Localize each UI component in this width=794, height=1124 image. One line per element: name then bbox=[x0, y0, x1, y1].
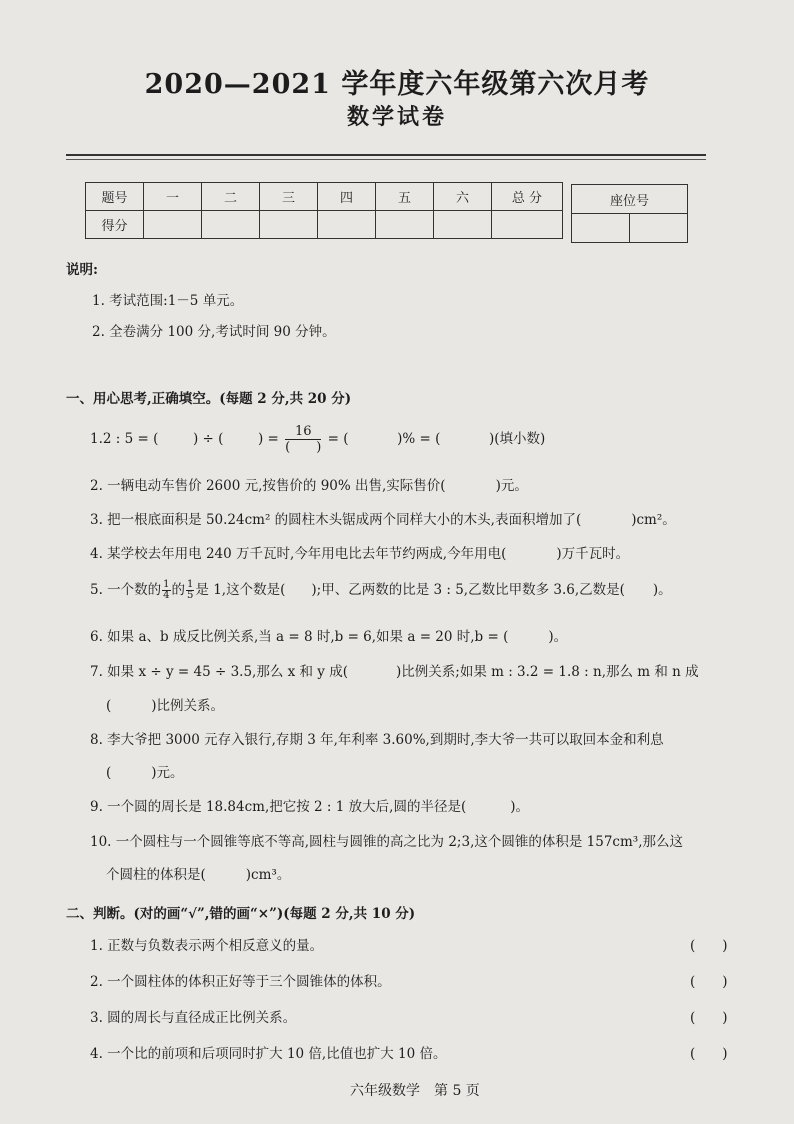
question-9 bbox=[90, 795, 529, 815]
q6-part: 6. 如果 a、b 成反比例关系,当 a = 8 时,b = 6,如果 a = 20 时,b = ( bbox=[90, 629, 509, 645]
score-cell bbox=[492, 211, 563, 239]
exam-title: 2020—2021 学年度六年级第六次月考 bbox=[144, 69, 650, 100]
score-cell bbox=[260, 211, 318, 239]
question-7 bbox=[90, 660, 699, 680]
q1-fraction bbox=[285, 424, 321, 455]
question-4 bbox=[90, 542, 629, 562]
score-cell bbox=[144, 211, 202, 239]
score-header-cell: 六 bbox=[434, 183, 492, 211]
notes-heading: 说明: bbox=[66, 262, 98, 278]
fraction-numerator: 16 bbox=[285, 424, 321, 440]
score-header-cell: 一 bbox=[144, 183, 202, 211]
question-8-cont bbox=[106, 761, 184, 781]
score-header-cell: 二 bbox=[202, 183, 260, 211]
seat-label: 座位号 bbox=[572, 185, 688, 214]
score-cell bbox=[202, 211, 260, 239]
judge-item-4: 4. 一个比的前项和后项同时扩大 10 倍,比值也扩大 10 倍。 bbox=[90, 1046, 447, 1062]
q9-part: 9. 一个圆的周长是 18.84cm,把它按 2 : 1 放大后,圆的半径是( bbox=[90, 799, 467, 815]
question-3 bbox=[90, 508, 676, 528]
seat-cell bbox=[572, 214, 630, 243]
page-footer: 六年级数学 第 5 页 bbox=[350, 1083, 480, 1099]
q7-part: )比例关系;如果 m : 3.2 = 1.8 : n,那么 m 和 n 成 bbox=[396, 664, 699, 680]
q8-part: 8. 李大爷把 3000 元存入银行,存期 3 年,年利率 3.60%,到期时,李大爷一共可以取回本金和利息 bbox=[90, 732, 664, 748]
fraction-denominator: ( ) bbox=[285, 440, 322, 455]
q1-part: = ( bbox=[327, 431, 349, 447]
score-header-cell: 总 分 bbox=[492, 183, 563, 211]
answer-paren: ( ) bbox=[690, 1010, 728, 1026]
judge-item-2: 2. 一个圆柱体的体积正好等于三个圆锥体的体积。 bbox=[90, 974, 391, 990]
q3-part: 3. 把一根底面积是 50.24cm² 的圆柱木头锯成两个同样大小的木头,表面积增加了( bbox=[90, 512, 582, 528]
q7-part: 7. 如果 x ÷ y = 45 ÷ 3.5,那么 x 和 y 成( bbox=[90, 664, 348, 680]
q10-part: 10. 一个圆柱与一个圆锥等底不等高,圆柱与圆锥的高之比为 2;3,这个圆锥的体积是 157cm³,那么这 bbox=[90, 834, 683, 850]
fraction-denominator: 5 bbox=[187, 590, 194, 601]
q2-part: )元。 bbox=[495, 478, 528, 494]
score-header-cell: 五 bbox=[376, 183, 434, 211]
seat-table bbox=[571, 184, 688, 243]
fraction-denominator: 4 bbox=[163, 590, 170, 601]
question-8 bbox=[90, 728, 664, 748]
question-7-cont bbox=[106, 694, 224, 714]
q5-part: );甲、乙两数的比是 3 : 5,乙数比甲数多 3.6,乙数是( bbox=[311, 582, 625, 598]
score-row-label: 得分 bbox=[86, 211, 144, 239]
question-5 bbox=[90, 578, 672, 601]
fraction-numerator: 1 bbox=[187, 579, 194, 590]
q10-part: )cm³。 bbox=[245, 867, 291, 883]
q4-part: 4. 某学校去年用电 240 万千瓦时,今年用电比去年节约两成,今年用电( bbox=[90, 546, 507, 562]
fraction-one-quarter bbox=[162, 580, 170, 601]
q1-part: ) ÷ ( bbox=[192, 431, 224, 447]
q6-part: )。 bbox=[548, 629, 568, 645]
exam-subtitle: 数学试卷 bbox=[346, 104, 447, 130]
score-cell bbox=[434, 211, 492, 239]
note-item: 2. 全卷满分 100 分,考试时间 90 分钟。 bbox=[92, 324, 336, 340]
q1-part: 1.2 : 5 = ( bbox=[90, 431, 159, 447]
q3-part: )cm²。 bbox=[631, 512, 676, 528]
question-10 bbox=[90, 830, 683, 850]
section2-heading: 二、判断。(对的画“√”,错的画“×”)(每题 2 分,共 10 分) bbox=[66, 906, 416, 922]
q8-part: ( bbox=[106, 765, 112, 781]
answer-paren: ( ) bbox=[690, 938, 728, 954]
q1-part: )% = ( bbox=[397, 431, 441, 447]
score-cell bbox=[318, 211, 376, 239]
q5-part: 是 1,这个数是( bbox=[195, 582, 286, 598]
answer-paren: ( ) bbox=[690, 974, 728, 990]
score-header-cell: 三 bbox=[260, 183, 318, 211]
section1-heading: 一、用心思考,正确填空。(每题 2 分,共 20 分) bbox=[66, 391, 352, 407]
q9-part: )。 bbox=[510, 799, 529, 815]
fraction-numerator: 1 bbox=[163, 579, 170, 590]
score-header-cell: 四 bbox=[318, 183, 376, 211]
question-6 bbox=[90, 625, 567, 645]
judge-item-3: 3. 圆的周长与直径成正比例关系。 bbox=[90, 1010, 297, 1026]
q4-part: )万千瓦时。 bbox=[556, 546, 630, 562]
q7-part: )比例关系。 bbox=[151, 698, 225, 714]
answer-paren: ( ) bbox=[690, 1046, 728, 1062]
q1-part: ) = bbox=[257, 431, 279, 447]
question-1 bbox=[90, 424, 545, 455]
q10-part: 个圆柱的体积是( bbox=[106, 867, 206, 883]
q1-part: )(填小数) bbox=[488, 431, 546, 447]
judge-item-1: 1. 正数与负数表示两个相反意义的量。 bbox=[90, 938, 324, 954]
score-table bbox=[85, 182, 563, 239]
fraction-one-fifth bbox=[186, 580, 194, 601]
note-item: 1. 考试范围:1－5 单元。 bbox=[92, 293, 244, 309]
score-header-cell: 题号 bbox=[86, 183, 144, 211]
q2-part: 2. 一辆电动车售价 2600 元,按售价的 90% 出售,实际售价( bbox=[90, 478, 446, 494]
title-rule bbox=[66, 154, 706, 156]
q5-part: 5. 一个数的 bbox=[90, 582, 162, 598]
question-2 bbox=[90, 474, 528, 494]
score-cell bbox=[376, 211, 434, 239]
question-10-cont bbox=[106, 863, 290, 883]
q5-part: )。 bbox=[652, 582, 672, 598]
q5-part: 的 bbox=[171, 582, 186, 598]
q8-part: )元。 bbox=[151, 765, 184, 781]
q7-part: ( bbox=[106, 698, 112, 714]
seat-cell bbox=[630, 214, 688, 243]
title-rule-thin bbox=[66, 159, 706, 160]
